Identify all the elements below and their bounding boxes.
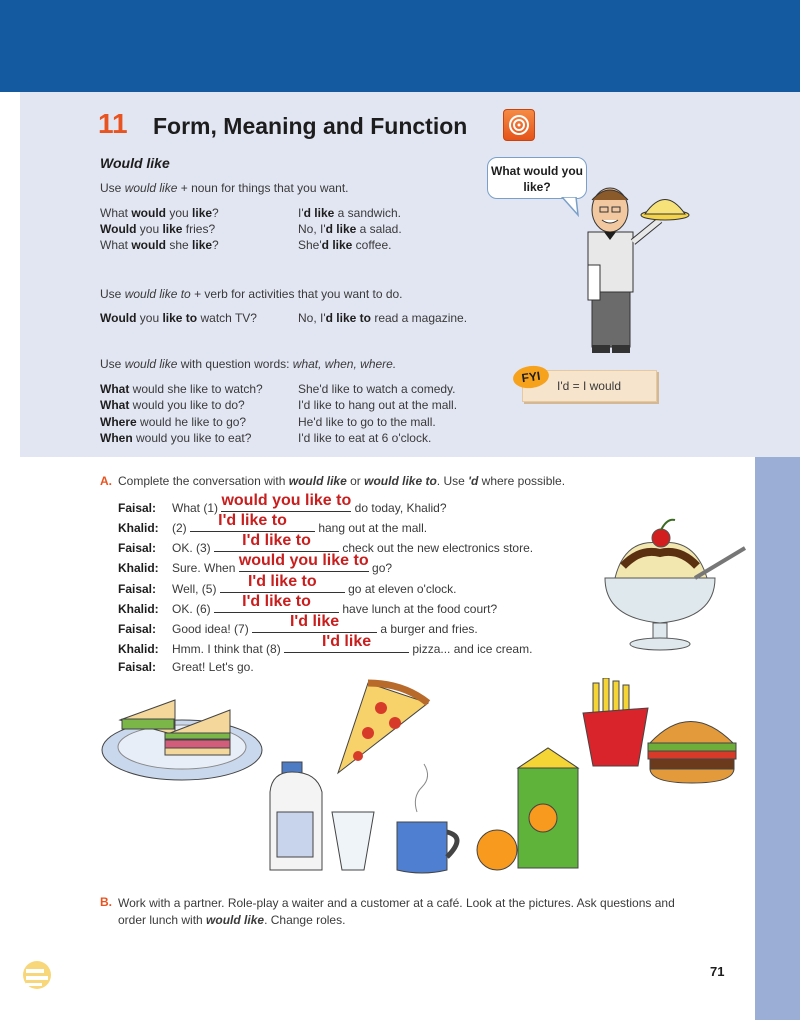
- subheading: Would like: [100, 155, 170, 171]
- example-fragment: would: [131, 238, 167, 252]
- answer-blank[interactable]: [238, 552, 369, 572]
- conversation-line: [118, 633, 533, 658]
- conversation-line: [118, 660, 254, 678]
- example-question: [100, 206, 219, 220]
- example-fragment: What: [100, 238, 132, 252]
- answer-blank[interactable]: [214, 532, 339, 552]
- speaker-name: Faisal:: [118, 582, 157, 596]
- example-answer: [298, 206, 401, 220]
- fyi-badge: FYI: [512, 364, 551, 391]
- example-fragment: you: [136, 311, 163, 325]
- example-fragment: She': [298, 238, 322, 252]
- grammar-note-1: Use would like + noun for things that you want.: [100, 181, 349, 195]
- example-answer: [298, 311, 467, 325]
- exercise-a-label: A.: [100, 474, 112, 488]
- speaker-name: Khalid:: [118, 642, 159, 656]
- speaker-name: Khalid:: [118, 602, 159, 616]
- example-fragment: coffee.: [352, 238, 392, 252]
- line-text-after: a burger and fries.: [377, 622, 478, 636]
- example-fragment: d like: [303, 206, 335, 220]
- example-fragment: would: [131, 206, 167, 220]
- line-text-before: OK. (6): [172, 602, 215, 616]
- example-question: [100, 382, 263, 396]
- example-fragment: you: [136, 222, 163, 236]
- line-text-after: do today, Khalid?: [351, 501, 447, 515]
- example-fragment: watch TV?: [197, 311, 257, 325]
- grammar-note-2: Use would like to + verb for activities that you want to do.: [100, 287, 403, 301]
- line-text-after: have lunch at the food court?: [339, 602, 498, 616]
- example-fragment: What: [100, 206, 132, 220]
- filled-answer: I'd like: [289, 613, 340, 630]
- line-text-before: Well, (5): [172, 582, 220, 596]
- line-text-before: What (1): [172, 501, 222, 515]
- exercise-b-text: Work with a partner. Role-play a waiter and a customer at a café. Look at the pictures. Ask questions and order lunch with would like. Change roles.: [118, 896, 675, 927]
- burger-illustration: [645, 705, 740, 785]
- example-answer: She'd like to watch a comedy.: [298, 382, 456, 396]
- example-fragment: ?: [212, 206, 219, 220]
- line-text-after: check out the new electronics store.: [339, 541, 534, 555]
- question-word: What: [100, 398, 130, 412]
- speaker-name: Faisal:: [118, 541, 157, 555]
- example-fragment: a sandwich.: [334, 206, 402, 220]
- example-question: [100, 431, 251, 445]
- top-header-bar: [0, 0, 800, 92]
- example-fragment: fries?: [182, 222, 216, 236]
- line-text-before: Hmm. I think that (8): [172, 642, 285, 656]
- filled-answer: I'd like to: [247, 573, 317, 590]
- example-question: [100, 238, 219, 252]
- ice-cream-sundae-illustration: [595, 518, 755, 658]
- answer-blank[interactable]: [252, 613, 377, 633]
- fries-illustration: [578, 678, 653, 768]
- example-fragment: ?: [212, 238, 219, 252]
- grammar-note-3: Use would like with question words: what, when, where.: [100, 357, 397, 371]
- example-fragment: you: [166, 206, 193, 220]
- question-word: Where: [100, 415, 137, 429]
- filled-answer: I'd like to: [242, 593, 311, 610]
- line-text-before: Great! Let's go.: [172, 660, 254, 674]
- waiter-illustration: [570, 180, 700, 360]
- example-fragment: like: [192, 206, 213, 220]
- unit-number: 11: [98, 108, 128, 139]
- line-text-before: Good idea! (7): [172, 622, 253, 636]
- audio-icon[interactable]: [503, 109, 535, 141]
- example-fragment: No, I': [298, 311, 326, 325]
- answer-blank[interactable]: [284, 633, 409, 653]
- speaker-name: Khalid:: [118, 561, 159, 575]
- publisher-logo-icon: [20, 955, 54, 991]
- example-answer: He'd like to go to the mall.: [298, 415, 436, 429]
- filled-answer: would you like to: [221, 492, 352, 509]
- question-word: When: [100, 431, 133, 445]
- example-answer: I'd like to eat at 6 o'clock.: [298, 431, 432, 445]
- unit-title: Form, Meaning and Function: [153, 113, 468, 139]
- example-fragment: like: [162, 222, 183, 236]
- example-fragment: would you like to do?: [129, 398, 245, 412]
- line-text-after: pizza... and ice cream.: [409, 642, 533, 656]
- example-fragment: Would: [100, 311, 137, 325]
- sandwich-illustration: [100, 695, 265, 790]
- page-number: 71: [710, 964, 725, 979]
- example-question: [100, 398, 245, 412]
- answer-blank[interactable]: [190, 512, 315, 532]
- line-text-after: go at eleven o'clock.: [344, 582, 457, 596]
- line-text-after: go?: [368, 561, 393, 575]
- example-fragment: would he like to go?: [136, 415, 247, 429]
- example-answer: [298, 222, 402, 236]
- example-fragment: d like to: [325, 311, 371, 325]
- filled-answer: I'd like to: [242, 532, 311, 549]
- example-fragment: d like: [325, 222, 357, 236]
- juice-carton-illustration: [513, 738, 583, 873]
- example-answer: [298, 238, 391, 252]
- example-answer: I'd like to hang out at the mall.: [298, 398, 458, 412]
- question-word: What: [100, 382, 130, 396]
- filled-answer: would you like to: [238, 552, 369, 569]
- line-text-before: Sure. When: [172, 561, 239, 575]
- speech-bubble: What would you like?: [487, 157, 587, 199]
- answer-blank[interactable]: [214, 593, 339, 613]
- example-question: [100, 222, 215, 236]
- audio-swirl-icon: [504, 110, 534, 140]
- example-fragment: a salad.: [356, 222, 402, 236]
- example-fragment: she: [166, 238, 193, 252]
- line-text-after: hang out at the mall.: [315, 521, 428, 535]
- example-fragment: No, I': [298, 222, 326, 236]
- example-fragment: would she like to watch?: [129, 382, 263, 396]
- example-question: [100, 415, 246, 429]
- answer-blank[interactable]: [221, 492, 352, 512]
- side-strip: [755, 457, 800, 1020]
- line-text-before: (2): [172, 521, 190, 535]
- line-text-before: OK. (3): [172, 541, 215, 555]
- speaker-name: Khalid:: [118, 521, 159, 535]
- answer-blank[interactable]: [220, 573, 345, 593]
- speaker-name: Faisal:: [118, 622, 157, 636]
- filled-answer: I'd like to: [218, 512, 287, 529]
- speaker-name: Faisal:: [118, 501, 157, 515]
- example-fragment: d like: [321, 238, 353, 252]
- example-fragment: like to: [162, 311, 198, 325]
- example-question: [100, 311, 257, 325]
- example-fragment: like: [192, 238, 213, 252]
- exercise-b-label: B.: [100, 895, 112, 909]
- speaker-name: Faisal:: [118, 660, 157, 674]
- example-fragment: Would: [100, 222, 137, 236]
- filled-answer: I'd like: [321, 633, 372, 650]
- example-fragment: I': [298, 206, 304, 220]
- example-fragment: would you like to eat?: [132, 431, 252, 445]
- fyi-text: I'd = I would: [557, 379, 621, 393]
- example-fragment: read a magazine.: [370, 311, 468, 325]
- exercise-a-instruction: Complete the conversation with would like or would like to. Use 'd where possible.: [118, 474, 566, 488]
